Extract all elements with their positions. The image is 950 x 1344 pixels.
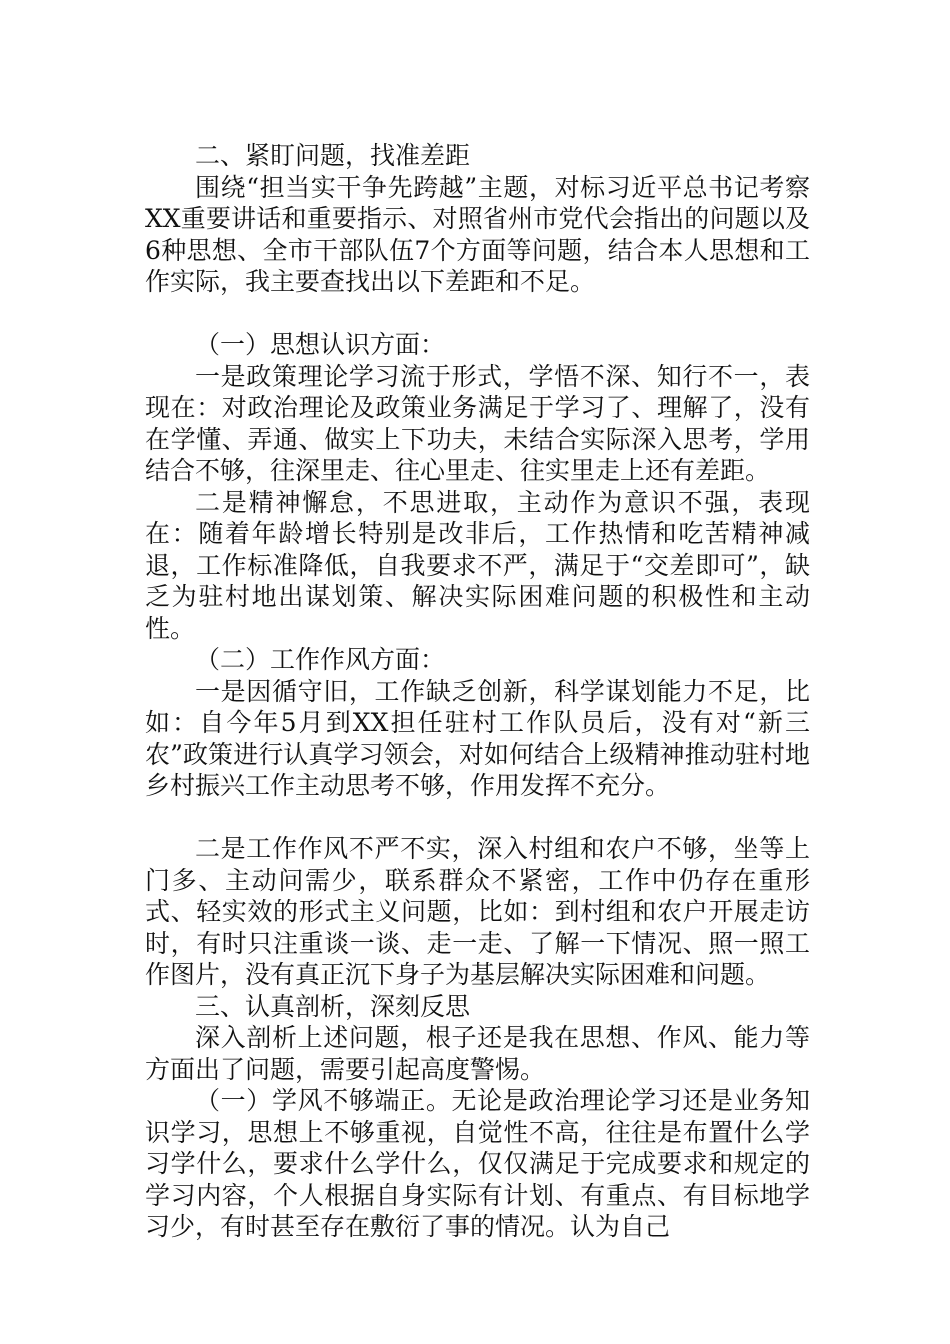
document-body <box>145 140 810 1243</box>
paragraph: 围绕“担当实干争先跨越”主题，对标习近平总书记考察XX重要讲话和重要指示、对照省州市党代会指出的问题以及6种思想、全市干部队伍7个方面等问题，结合本人思想和工作实际，我主要查找出以下差距和不足。 <box>145 172 810 296</box>
paragraph: 深入剖析上述问题，根子还是我在思想、作风、能力等方面出了问题，需要引起高度警惕。 <box>145 1023 810 1084</box>
paragraph: （一）学风不够端正。无论是政治理论学习还是业务知识学习，思想上不够重视，自觉性不高，往往是布置什么学习学什么，要求什么学什么，仅仅满足于完成要求和规定的学习内容，个人根据自身实际有计划、有重点、有目标地学习少，有时甚至存在敷衍了事的情况。认为自己 <box>145 1086 810 1241</box>
subsection-heading: （二）工作作风方面： <box>195 645 446 674</box>
blank-line <box>145 802 810 834</box>
blank-line <box>145 298 810 330</box>
subsection-heading: （一）思想认识方面： <box>195 330 446 359</box>
section-heading: 二、紧盯问题，找准差距 <box>195 141 471 170</box>
section-heading: 三、认真剖析，深刻反思 <box>195 991 471 1021</box>
paragraph: 一是政策理论学习流于形式，学悟不深、知行不一，表现在：对政治理论及政策业务满足于学习了、理解了，没有在学懂、弄通、做实上下功夫，未结合实际深入思考，学用结合不够，往深里走、往心里走、往实里走上还有差距。 <box>145 361 810 485</box>
paragraph: 二是工作作风不严不实，深入村组和农户不够，坐等上门多、主动问需少，联系群众不紧密，工作中仍存在重形式、轻实效的形式主义问题，比如：到村组和农户开展走访时，有时只注重谈一谈、走一走、了解一下情况、照一照工作图片，没有真正沉下身子为基层解决实际困难和问题。 <box>145 834 810 989</box>
paragraph: 一是因循守旧，工作缺乏创新，科学谋划能力不足，比如：自今年5月到XX担任驻村工作队员后，没有对“新三农”政策进行认真学习领会，对如何结合上级精神推动驻村地乡村振兴工作主动思考不够，作用发挥不充分。 <box>145 676 810 800</box>
paragraph: 二是精神懈怠，不思进取，主动作为意识不强，表现在：随着年龄增长特别是改非后，工作热情和吃苦精神减退，工作标准降低，自我要求不严，满足于“交差即可”，缺乏为驻村地出谋划策、解决实际困难问题的积极性和主动性。 <box>145 487 810 643</box>
